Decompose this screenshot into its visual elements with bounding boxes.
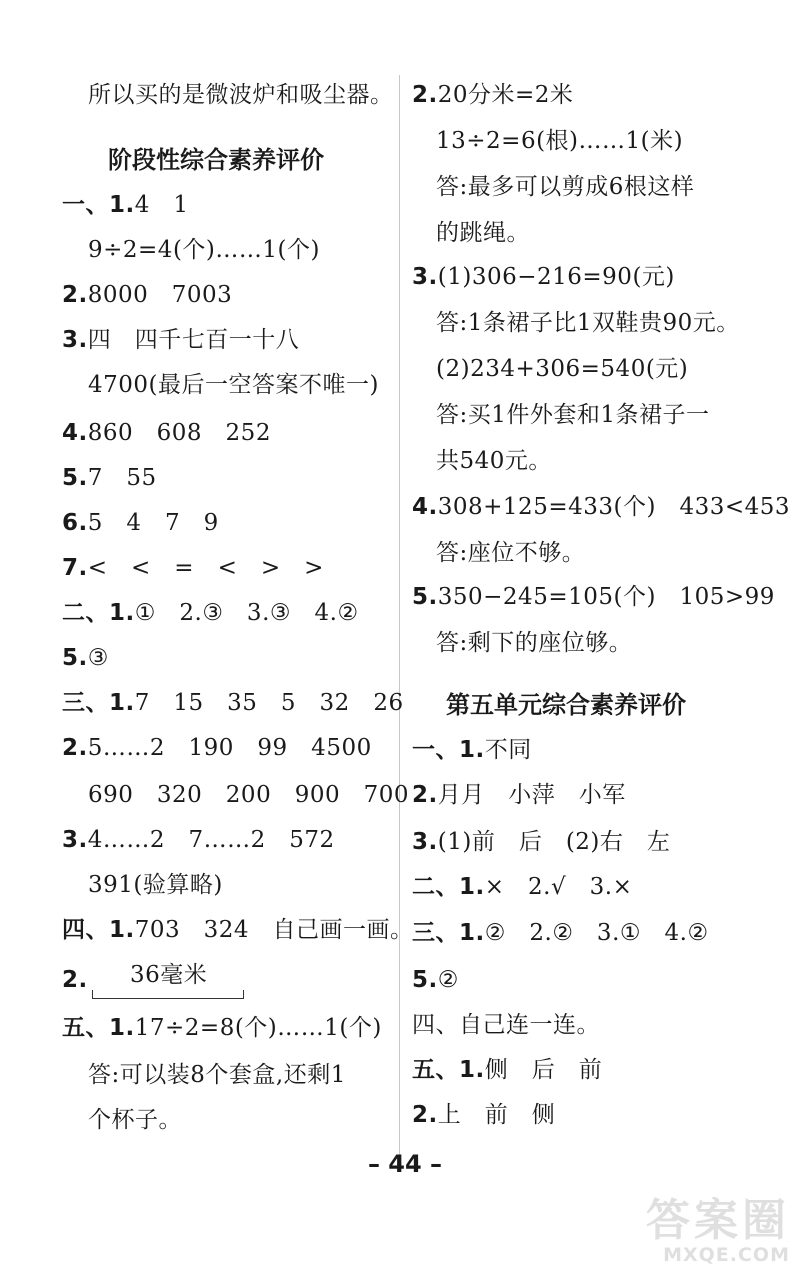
right-line-7: (2)234+306=540(元) <box>436 356 689 382</box>
left-line-4: 2.8000 7003 <box>62 282 233 308</box>
right-line-17: 二、1.× 2.√ 3.× <box>412 874 633 900</box>
left-line-2: 一、1.4 1 <box>62 192 189 218</box>
watermark-logo <box>610 1195 790 1268</box>
left-line-7: 4.860 608 252 <box>62 420 271 446</box>
line-segment-label: 36毫米 <box>130 962 208 988</box>
line-segment-drawing <box>92 990 244 999</box>
left-line-8: 5.7 55 <box>62 465 157 491</box>
left-line-16: 3.4……2 7……2 572 <box>62 827 335 853</box>
left-line-12: 5.③ <box>62 645 109 671</box>
watermark-title: 答案圈 <box>646 1195 790 1246</box>
left-line-17: 391(验算略) <box>88 872 223 898</box>
watermark-url: MXQE.COM <box>663 1244 790 1266</box>
left-line-3: 9÷2=4(个)……1(个) <box>88 237 320 263</box>
right-line-10: 4.308+125=433(个) 433<453 <box>412 494 791 520</box>
page-number: – 44 – <box>367 1150 443 1178</box>
left-line-6: 4700(最后一空答案不唯一) <box>88 372 379 398</box>
left-line-15: 690 320 200 900 700 <box>88 782 409 808</box>
left-line-11: 二、1.① 2.③ 3.③ 4.② <box>62 600 359 626</box>
right-line-20: 四、自己连一连。 <box>412 1012 600 1038</box>
right-line-4: 的跳绳。 <box>436 220 530 246</box>
left-line-10: 7.< < = < > > <box>62 555 324 581</box>
right-line-8: 答:买1件外套和1条裙子一 <box>436 402 710 428</box>
right-line-22: 2.上 前 侧 <box>412 1102 556 1128</box>
right-line-3: 答:最多可以剪成6根这样 <box>436 174 695 200</box>
right-line-18: 三、1.② 2.② 3.① 4.② <box>412 920 709 946</box>
left-line-20: 五、1.17÷2=8(个)……1(个) <box>62 1015 382 1041</box>
left-line-18: 四、1.703 324 自己画一画。 <box>62 917 414 943</box>
left-line-9: 6.5 4 7 9 <box>62 510 219 536</box>
right-line-21: 五、1.侧 后 前 <box>412 1057 603 1083</box>
left-line-22: 个杯子。 <box>88 1107 182 1133</box>
right-line-11: 答:座位不够。 <box>436 540 586 566</box>
right-line-15: 2.月月 小萍 小军 <box>412 782 626 808</box>
column-divider <box>399 75 400 1155</box>
left-line-13: 三、1.7 15 35 5 32 26 <box>62 690 404 716</box>
right-line-14: 一、1.不同 <box>412 737 532 763</box>
left-line-14: 2.5……2 190 99 4500 <box>62 735 372 761</box>
left-line-21: 答:可以装8个套盒,还剩1 <box>88 1062 346 1088</box>
right-section-heading: 第五单元综合素养评价 <box>446 691 686 719</box>
right-line-9: 共540元。 <box>436 448 552 474</box>
right-line-19: 5.② <box>412 967 459 993</box>
right-line-13: 答:剩下的座位够。 <box>436 630 633 656</box>
right-line-5: 3.(1)306−216=90(元) <box>412 264 675 290</box>
left-line-5: 3.四 四千七百一十八 <box>62 327 300 353</box>
left-line-1: 所以买的是微波炉和吸尘器。 <box>88 82 394 108</box>
right-line-16: 3.(1)前 后 (2)右 左 <box>412 829 671 855</box>
left-section-heading: 阶段性综合素养评价 <box>108 146 324 174</box>
right-line-6: 答:1条裙子比1双鞋贵90元。 <box>436 310 740 336</box>
right-line-2: 13÷2=6(根)……1(米) <box>436 128 684 154</box>
right-line-1: 2.20分米=2米 <box>412 82 574 108</box>
left-line-19: 2. <box>62 967 88 993</box>
right-line-12: 5.350−245=105(个) 105>99 <box>412 584 775 610</box>
